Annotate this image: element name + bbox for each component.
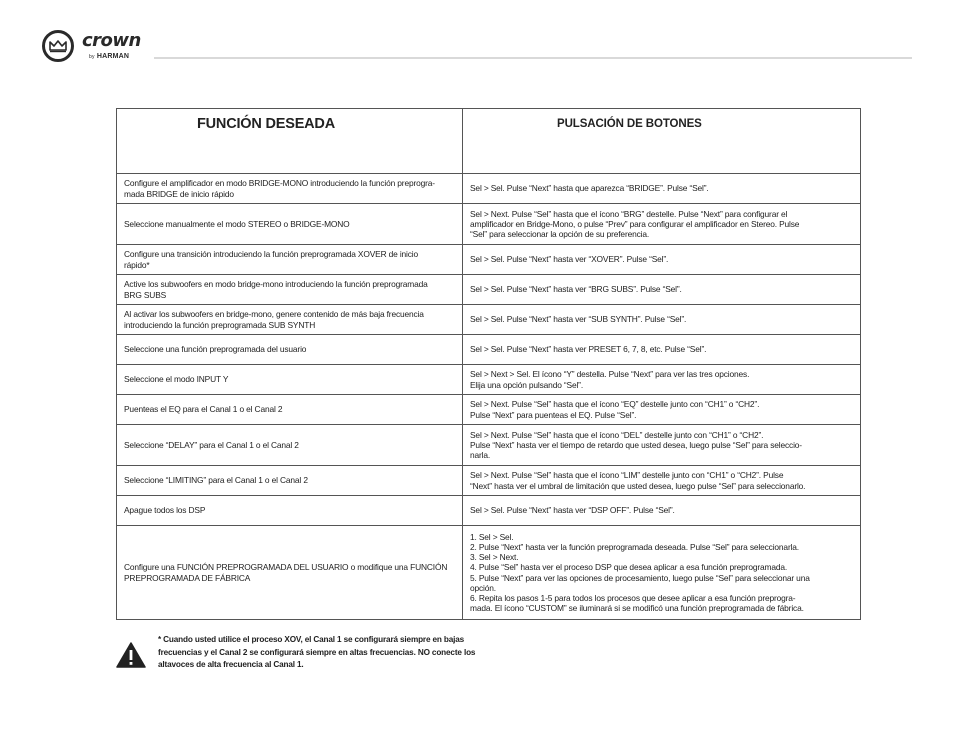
function-text: Apague todos los DSP <box>124 505 206 516</box>
function-text: Al activar los subwoofers en bridge-mono, genere contenido de más baja frecuencia introduciendo la función preprogramada SUB SYNTH <box>124 309 424 330</box>
function-text: Seleccione manualmente el modo STEREO o BRIDGE-MONO <box>124 218 350 229</box>
buttons-cell <box>463 425 861 466</box>
buttons-text: Sel > Next > Sel. El ícono “Y” destella. Pulse “Next” para ver las tres opciones. Elija una opción pulsando “Sel”. <box>470 369 750 390</box>
table-row <box>117 425 861 466</box>
buttons-text: Sel > Next. Pulse “Sel” hasta que el ícono “EQ” destelle junto con “CH1” o “CH2”. Pulse “Next” para puenteas el EQ. Pulse “Sel”. <box>470 399 760 420</box>
buttons-cell <box>463 365 861 395</box>
function-cell <box>117 305 463 335</box>
table-row <box>117 305 861 335</box>
buttons-cell <box>463 496 861 526</box>
function-text: Configure el amplificador en modo BRIDGE-MONO introduciendo la función preprogra- mada BRIDGE de inicio rápido <box>124 178 435 199</box>
function-cell <box>117 395 463 425</box>
function-text: Configure una transición introduciendo la función preprogramada XOVER de inicio rápido* <box>124 249 419 270</box>
buttons-text: Sel > Sel. Pulse “Next” hasta que aparezca “BRIDGE”. Pulse “Sel”. <box>470 183 709 194</box>
col2-header: PULSACIÓN DE BOTONES <box>557 118 702 130</box>
table-row <box>117 496 861 526</box>
function-cell <box>117 425 463 466</box>
footnote <box>116 634 496 674</box>
buttons-text: 1. Sel > Sel. 2. Pulse “Next” hasta ver la función preprogramada deseada. Pulse “Sel” para seleccionarla. 3. Sel > Next. 4. Pulse “Sel” hasta ver el proceso DSP que desea aplicar a esa función preprogramada. 5. Pulse “Next” para ver las opciones de procesamiento, luego pulse “Sel” para seleccionar una opción. 6. Repita los pasos 1-5 para todos los procesos que desee aplicar a esa función preprogra- mada. El ícono “CUSTOM” se iluminará si se modificó una función preprogramada de fábrica. <box>470 531 810 614</box>
page-header <box>42 30 912 70</box>
brand-sub <box>89 53 129 60</box>
brand-sub-harman: HARMAN <box>96 53 130 60</box>
buttons-text: Sel > Next. Pulse “Sel” hasta que el ícono “LIM” destelle junto con “CH1” o “CH2”. Pulse “Next” hasta ver el umbral de limitación que usted desea, luego pulse “Sel” para seleccionarlo. <box>470 470 806 491</box>
function-text: Seleccione el modo INPUT Y <box>124 374 229 385</box>
buttons-cell <box>463 335 861 365</box>
buttons-cell <box>463 466 861 496</box>
function-cell <box>117 204 463 245</box>
buttons-cell <box>463 174 861 204</box>
function-cell <box>117 466 463 496</box>
table-row <box>117 335 861 365</box>
table-row <box>117 395 861 425</box>
buttons-cell <box>463 526 861 620</box>
col1-header-cell <box>117 109 463 174</box>
buttons-text: Sel > Sel. Pulse “Next” hasta ver “SUB SYNTH”. Pulse “Sel”. <box>470 314 687 325</box>
table-row <box>117 466 861 496</box>
function-text: Seleccione “LIMITING” para el Canal 1 o el Canal 2 <box>124 475 308 486</box>
function-cell <box>117 245 463 275</box>
footnote-text: * Cuando usted utilice el proceso XOV, el Canal 1 se configurará siempre en bajas frecuencias y el Canal 2 se configurará siempre en altas frecuencias. NO conecte los altavoces de alta frecuencia al Canal 1. <box>158 635 476 669</box>
table-row <box>117 526 861 620</box>
buttons-text: Sel > Next. Pulse “Sel” hasta que el ícono “DEL” destelle junto con “CH1” o “CH2”. Pulse “Next” hasta ver el tiempo de retardo que usted desea, luego pulse “Sel” para seleccio- narla. <box>470 429 802 461</box>
header-rule <box>154 57 912 59</box>
table-row <box>117 245 861 275</box>
function-text: Seleccione una función preprogramada del usuario <box>124 344 307 355</box>
function-table <box>116 108 861 620</box>
crown-logo-icon <box>42 30 74 62</box>
function-cell <box>117 174 463 204</box>
table-row <box>117 204 861 245</box>
table-row <box>117 174 861 204</box>
col2-header-cell <box>463 109 861 174</box>
buttons-cell <box>463 245 861 275</box>
buttons-cell <box>463 395 861 425</box>
function-text: Configure una FUNCIÓN PREPROGRAMADA DEL USUARIO o modifique una FUNCIÓN PREPROGRAMADA DE FÁBRICA <box>124 562 448 583</box>
function-cell <box>117 496 463 526</box>
col1-header: FUNCIÓN DESEADA <box>197 116 335 132</box>
buttons-cell <box>463 305 861 335</box>
function-cell <box>117 275 463 305</box>
table-row <box>117 275 861 305</box>
table-row <box>117 365 861 395</box>
buttons-text: Sel > Next. Pulse “Sel” hasta que el ícono “BRG” destelle. Pulse “Next” para configurar el amplificador en Bridge-Mono, o pulse “Prev” para configurar el amplificador en Stereo. Pulse “Sel” para seleccionar la opción de su preferencia. <box>470 208 800 240</box>
buttons-text: Sel > Sel. Pulse “Next” hasta ver “DSP OFF”. Pulse “Sel”. <box>470 505 675 516</box>
function-cell <box>117 526 463 620</box>
function-text: Seleccione “DELAY” para el Canal 1 o el Canal 2 <box>124 439 299 450</box>
buttons-cell <box>463 204 861 245</box>
function-cell <box>117 335 463 365</box>
function-cell <box>117 365 463 395</box>
function-text: Puenteas el EQ para el Canal 1 o el Canal 2 <box>124 404 283 415</box>
buttons-cell <box>463 275 861 305</box>
function-text: Active los subwoofers en modo bridge-mono introduciendo la función preprogramada BRG SUBS <box>124 279 428 300</box>
buttons-text: Sel > Sel. Pulse “Next” hasta ver PRESET 6, 7, 8, etc. Pulse “Sel”. <box>470 344 707 355</box>
buttons-text: Sel > Sel. Pulse “Next” hasta ver “XOVER”. Pulse “Sel”. <box>470 254 669 265</box>
brand-sub-by: by <box>89 54 95 60</box>
warning-icon <box>116 642 146 668</box>
brand-name: crown <box>82 30 141 51</box>
table-header-row <box>117 109 861 174</box>
buttons-text: Sel > Sel. Pulse “Next” hasta ver “BRG SUBS”. Pulse “Sel”. <box>470 284 682 295</box>
